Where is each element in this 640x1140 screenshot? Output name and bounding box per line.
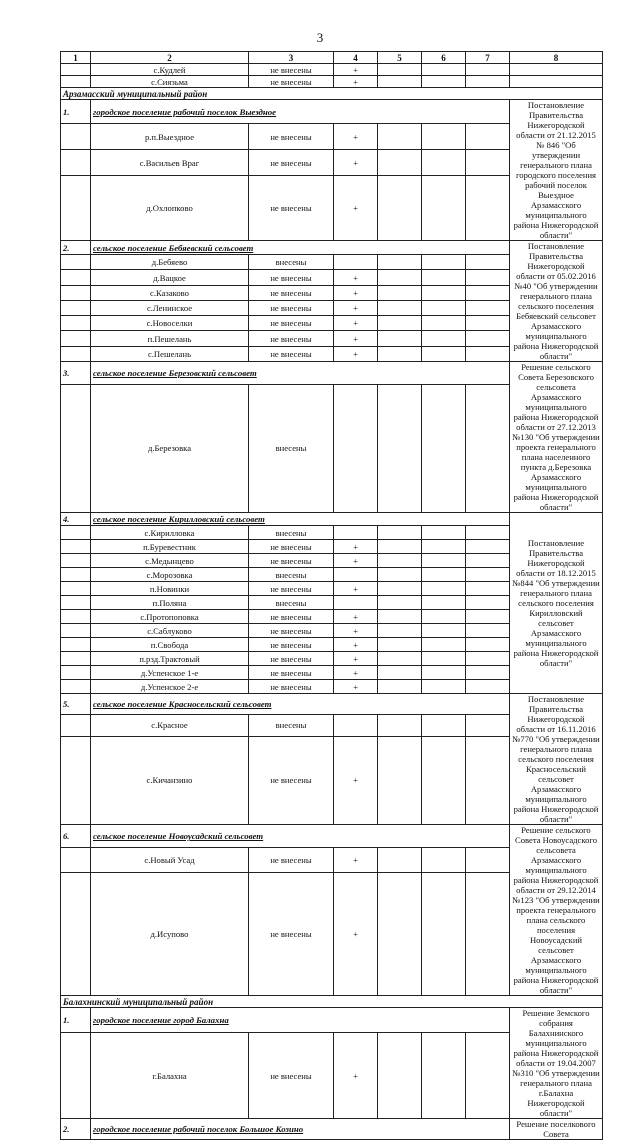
empty-cell (378, 526, 422, 540)
settlement-number: 2. (61, 241, 91, 255)
settlement-title: сельское поселение Кирилловский сельсовет (91, 513, 510, 526)
header-row (61, 52, 603, 64)
empty-cell (422, 652, 466, 666)
header-col-7: 7 (466, 52, 510, 64)
table-row (61, 64, 603, 76)
empty-cell (378, 714, 422, 736)
settlement-name: с.Новый Усад (91, 847, 249, 872)
empty-cell (422, 624, 466, 638)
settlement-row (61, 1008, 603, 1033)
document-reference: Решение сельского Совета Новоусадского сельсовета Арзамасского муниципального района Нижегородской области от 29.12.2014 №123 "Об утверждении проекта генерального плана сельского поселения Новоусадский сельсовет Арзамасского муниципального района Нижегородской области" (510, 825, 603, 996)
changes-status: не внесены (249, 176, 334, 241)
empty-cell (510, 64, 603, 76)
changes-status: внесены (249, 384, 334, 512)
empty-cell (466, 124, 510, 150)
mark-cell: + (334, 847, 378, 872)
settlement-title: городское поселение город Балахна (91, 1008, 510, 1033)
empty-cell (422, 638, 466, 652)
empty-cell (422, 176, 466, 241)
mark-cell (334, 526, 378, 540)
changes-status: не внесены (249, 582, 334, 596)
empty-cell (422, 582, 466, 596)
changes-status: не внесены (249, 316, 334, 331)
settlement-name: д.Березовка (91, 384, 249, 512)
mark-cell: + (334, 582, 378, 596)
changes-status: внесены (249, 596, 334, 610)
empty-cell (378, 124, 422, 150)
col1-empty (61, 638, 91, 652)
empty-cell (422, 596, 466, 610)
col1-empty (61, 680, 91, 694)
empty-cell (422, 847, 466, 872)
mark-cell (334, 714, 378, 736)
empty-cell (378, 540, 422, 554)
empty-cell (466, 384, 510, 512)
col1-empty (61, 736, 91, 824)
empty-cell (378, 666, 422, 680)
empty-cell (378, 255, 422, 270)
header-col-4: 4 (334, 52, 378, 64)
empty-cell (378, 331, 422, 346)
col1-empty (61, 1033, 91, 1119)
page-number: 3 (316, 30, 324, 45)
empty-cell (466, 64, 510, 76)
col1-empty (61, 666, 91, 680)
empty-cell (466, 526, 510, 540)
empty-cell (422, 316, 466, 331)
col1-empty (61, 124, 91, 150)
settlement-name: с.Красное (91, 714, 249, 736)
empty-cell (466, 150, 510, 176)
mark-cell: + (334, 736, 378, 824)
mark-cell: + (334, 346, 378, 361)
empty-cell (378, 270, 422, 285)
changes-status: внесены (249, 568, 334, 582)
changes-status: не внесены (249, 638, 334, 652)
mark-cell: + (334, 176, 378, 241)
empty-cell (378, 872, 422, 995)
header-col-8: 8 (510, 52, 603, 64)
settlement-row (61, 694, 603, 715)
settlement-title: городское поселение рабочий поселок Большое Козино (91, 1119, 510, 1140)
empty-cell (466, 680, 510, 694)
empty-cell (466, 568, 510, 582)
col1-empty (61, 346, 91, 361)
mark-cell: + (334, 76, 378, 88)
empty-cell (422, 76, 466, 88)
changes-status: не внесены (249, 300, 334, 315)
empty-cell (422, 300, 466, 315)
empty-cell (422, 526, 466, 540)
settlement-name: д.Успенское 1-е (91, 666, 249, 680)
header-col-2: 2 (91, 52, 249, 64)
empty-cell (466, 872, 510, 995)
settlement-number: 1. (61, 1008, 91, 1033)
changes-status: не внесены (249, 666, 334, 680)
col1-empty (61, 64, 91, 76)
col1-empty (61, 624, 91, 638)
mark-cell: + (334, 680, 378, 694)
settlement-row (61, 825, 603, 848)
settlement-name: с.Сиязьма (91, 76, 249, 88)
empty-cell (466, 1033, 510, 1119)
settlement-row (61, 362, 603, 385)
document-reference: Постановление Правительства Нижегородской области от 18.12.2015 №844 "Об утверждении генерального плана сельского поселения Кирилловский сельсовет Арзамасского муниципального района Нижегородской области" (510, 513, 603, 694)
mark-cell: + (334, 610, 378, 624)
col1-empty (61, 270, 91, 285)
document-reference: Постановление Правительства Нижегородской области от 16.11.2016 №770 "Об утверждении генерального плана сельского поселения Красносельский сельсовет Арзамасского муниципального района Нижегородской области" (510, 694, 603, 825)
col1-empty (61, 76, 91, 88)
empty-cell (378, 610, 422, 624)
mark-cell: + (334, 300, 378, 315)
col1-empty (61, 554, 91, 568)
settlement-number: 2. (61, 1119, 91, 1140)
mark-cell: + (334, 872, 378, 995)
settlement-name: п.Поляна (91, 596, 249, 610)
header-col-1: 1 (61, 52, 91, 64)
settlement-name: с.Кирилловка (91, 526, 249, 540)
settlement-name: с.Казаково (91, 285, 249, 300)
empty-cell (466, 652, 510, 666)
settlement-name: п.рзд.Трактовый (91, 652, 249, 666)
settlement-number: 1. (61, 100, 91, 124)
empty-cell (378, 596, 422, 610)
settlement-name: г.Балахна (91, 1033, 249, 1119)
settlement-row (61, 513, 603, 526)
empty-cell (378, 638, 422, 652)
empty-cell (466, 714, 510, 736)
mark-cell: + (334, 150, 378, 176)
empty-cell (422, 331, 466, 346)
empty-cell (466, 638, 510, 652)
changes-status: не внесены (249, 76, 334, 88)
mark-cell: + (334, 638, 378, 652)
changes-status: не внесены (249, 270, 334, 285)
settlement-name: с.Саблуково (91, 624, 249, 638)
empty-cell (466, 270, 510, 285)
district-title: Балахнинский муниципальный район (61, 996, 603, 1008)
col1-empty (61, 714, 91, 736)
empty-cell (422, 64, 466, 76)
table-row (61, 76, 603, 88)
settlement-name: с.Кудлей (91, 64, 249, 76)
document-reference: Решение поселкового Совета (510, 1119, 603, 1140)
empty-cell (422, 680, 466, 694)
settlement-name: с.Протопоповка (91, 610, 249, 624)
settlement-name: п.Буревестник (91, 540, 249, 554)
col1-empty (61, 526, 91, 540)
mark-cell: + (334, 331, 378, 346)
mark-cell: + (334, 1033, 378, 1119)
changes-status: не внесены (249, 346, 334, 361)
empty-cell (422, 610, 466, 624)
settlement-title: сельское поселение Новоусадский сельсовет (91, 825, 510, 848)
col1-empty (61, 582, 91, 596)
empty-cell (422, 872, 466, 995)
header-col-6: 6 (422, 52, 466, 64)
settlement-title: сельское поселение Бебяевский сельсовет (91, 241, 510, 255)
empty-cell (422, 270, 466, 285)
empty-cell (422, 124, 466, 150)
changes-status: не внесены (249, 64, 334, 76)
settlement-row (61, 241, 603, 255)
empty-cell (378, 384, 422, 512)
document-reference: Постановление Правительства Нижегородской области от 05.02.2016 №40 "Об утверждении генерального плана сельского поселения Бебяевский сельсовет Арзамасского муниципального района Нижегородской области" (510, 241, 603, 362)
empty-cell (466, 596, 510, 610)
empty-cell (378, 285, 422, 300)
changes-status: не внесены (249, 610, 334, 624)
settlement-name: с.Пешелань (91, 346, 249, 361)
col1-empty (61, 255, 91, 270)
changes-status: не внесены (249, 331, 334, 346)
changes-status: не внесены (249, 150, 334, 176)
empty-cell (422, 540, 466, 554)
settlement-number: 5. (61, 694, 91, 715)
empty-cell (466, 300, 510, 315)
changes-status: внесены (249, 526, 334, 540)
empty-cell (466, 554, 510, 568)
document-reference: Решение Земского собрания Балахнинского муниципального района Нижегородской области от 19.04.2007 №310 "Об утверждении генерального плана г.Балахна Нижегородской области" (510, 1008, 603, 1119)
changes-status: не внесены (249, 124, 334, 150)
settlement-name: с.Васильев Враг (91, 150, 249, 176)
mark-cell (334, 568, 378, 582)
empty-cell (378, 346, 422, 361)
settlement-name: п.Новинки (91, 582, 249, 596)
empty-cell (422, 736, 466, 824)
col1-empty (61, 652, 91, 666)
empty-cell (378, 624, 422, 638)
settlement-name: д.Успенское 2-е (91, 680, 249, 694)
empty-cell (378, 847, 422, 872)
empty-cell (378, 680, 422, 694)
empty-cell (378, 554, 422, 568)
empty-cell (466, 540, 510, 554)
settlement-name: д.Бебяево (91, 255, 249, 270)
settlement-row (61, 1119, 603, 1140)
col1-empty (61, 331, 91, 346)
changes-status: не внесены (249, 847, 334, 872)
settlement-number: 4. (61, 513, 91, 526)
mark-cell: + (334, 316, 378, 331)
empty-cell (466, 255, 510, 270)
col1-empty (61, 285, 91, 300)
empty-cell (378, 568, 422, 582)
settlement-title: сельское поселение Березовский сельсовет (91, 362, 510, 385)
col1-empty (61, 316, 91, 331)
col1-empty (61, 176, 91, 241)
empty-cell (422, 384, 466, 512)
changes-status: внесены (249, 714, 334, 736)
mark-cell (334, 596, 378, 610)
district-title: Арзамасский муниципальный район (61, 88, 603, 100)
district-row (61, 88, 603, 100)
col1-empty (61, 872, 91, 995)
header-col-3: 3 (249, 52, 334, 64)
empty-cell (510, 76, 603, 88)
mark-cell: + (334, 666, 378, 680)
empty-cell (466, 736, 510, 824)
mark-cell: + (334, 124, 378, 150)
settlement-name: с.Ленинское (91, 300, 249, 315)
col1-empty (61, 150, 91, 176)
empty-cell (378, 176, 422, 241)
changes-status: не внесены (249, 1033, 334, 1119)
settlement-number: 3. (61, 362, 91, 385)
empty-cell (422, 1033, 466, 1119)
changes-status: не внесены (249, 680, 334, 694)
mark-cell: + (334, 285, 378, 300)
changes-status: внесены (249, 255, 334, 270)
col1-empty (61, 540, 91, 554)
mark-cell: + (334, 540, 378, 554)
changes-status: не внесены (249, 652, 334, 666)
settlement-name: д.Охлопково (91, 176, 249, 241)
empty-cell (466, 666, 510, 680)
general-plan-table (60, 51, 603, 1140)
settlement-name: п.Свобода (91, 638, 249, 652)
settlement-name: с.Кичанзино (91, 736, 249, 824)
col1-empty (61, 384, 91, 512)
empty-cell (378, 300, 422, 315)
empty-cell (422, 568, 466, 582)
settlement-title: сельское поселение Красносельский сельсовет (91, 694, 510, 715)
settlement-name: д.Исупово (91, 872, 249, 995)
document-reference: Решение сельского Совета Березовского сельсовета Арзамасского муниципального района Нижегородской области от 27.12.2013 №130 "Об утверждении проекта генерального плана населенного пункта д.Березовка Арзамасского муниципального района Нижегородской области" (510, 362, 603, 513)
empty-cell (422, 666, 466, 680)
changes-status: не внесены (249, 872, 334, 995)
empty-cell (466, 285, 510, 300)
mark-cell (334, 384, 378, 512)
settlement-title: городское поселение рабочий поселок Выездное (91, 100, 510, 124)
col1-empty (61, 596, 91, 610)
settlement-name: с.Морозовка (91, 568, 249, 582)
empty-cell (466, 847, 510, 872)
mark-cell: + (334, 64, 378, 76)
empty-cell (378, 736, 422, 824)
empty-cell (466, 346, 510, 361)
empty-cell (378, 582, 422, 596)
district-row (61, 996, 603, 1008)
empty-cell (378, 652, 422, 666)
empty-cell (378, 316, 422, 331)
settlement-name: р.п.Выездное (91, 124, 249, 150)
mark-cell (334, 255, 378, 270)
empty-cell (422, 346, 466, 361)
settlement-name: д.Вацкое (91, 270, 249, 285)
header-col-5: 5 (378, 52, 422, 64)
mark-cell: + (334, 652, 378, 666)
empty-cell (422, 150, 466, 176)
settlement-name: с.Новоселки (91, 316, 249, 331)
changes-status: не внесены (249, 285, 334, 300)
empty-cell (378, 64, 422, 76)
settlement-name: с.Медынцево (91, 554, 249, 568)
empty-cell (466, 76, 510, 88)
settlement-number: 6. (61, 825, 91, 848)
mark-cell: + (334, 554, 378, 568)
mark-cell: + (334, 624, 378, 638)
col1-empty (61, 610, 91, 624)
changes-status: не внесены (249, 624, 334, 638)
empty-cell (378, 1033, 422, 1119)
empty-cell (422, 285, 466, 300)
col1-empty (61, 300, 91, 315)
empty-cell (466, 582, 510, 596)
document-reference: Постановление Правительства Нижегородской области от 21.12.2015 № 846 "Об утверждении генерального плана городского поселения рабочий поселок Выездное Арзамасского муниципального района Нижегородской области" (510, 100, 603, 241)
empty-cell (378, 76, 422, 88)
empty-cell (378, 150, 422, 176)
settlement-row (61, 100, 603, 124)
changes-status: не внесены (249, 736, 334, 824)
empty-cell (422, 714, 466, 736)
empty-cell (466, 331, 510, 346)
empty-cell (466, 610, 510, 624)
empty-cell (422, 255, 466, 270)
empty-cell (466, 176, 510, 241)
mark-cell: + (334, 270, 378, 285)
changes-status: не внесены (249, 540, 334, 554)
changes-status: не внесены (249, 554, 334, 568)
col1-empty (61, 847, 91, 872)
settlement-name: п.Пешелань (91, 331, 249, 346)
empty-cell (466, 624, 510, 638)
empty-cell (422, 554, 466, 568)
col1-empty (61, 568, 91, 582)
empty-cell (466, 316, 510, 331)
